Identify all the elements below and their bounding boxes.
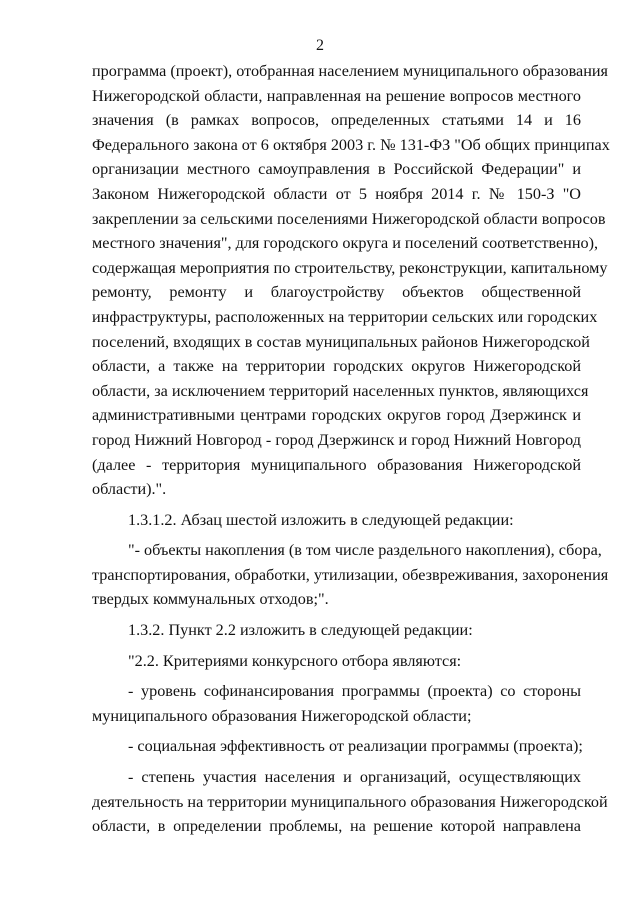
text-line: Нижегородской области, направленная на решение вопросов местного: [92, 86, 581, 105]
text-line: области).".: [92, 480, 167, 499]
text-line: 1.3.1.2. Абзац шестой изложить в следующей редакции:: [128, 510, 514, 529]
paragraph-amendment-1-3-2: [92, 618, 581, 643]
text-line: - уровень софинансирования программы (проекта) со стороны: [128, 682, 581, 701]
text-line: местного значения", для городского округа и поселений соответственно),: [92, 234, 599, 253]
text-line: "2.2. Критериями конкурсного отбора являются:: [128, 651, 462, 670]
text-line: содержащая мероприятия по строительству, реконструкции, капитальному: [92, 258, 608, 277]
text-line: муниципального образования Нижегородской области;: [92, 706, 472, 725]
text-line: программа (проект), отобранная населением муниципального образования: [92, 62, 608, 80]
text-line: Федерального закона от 6 октября 2003 г. № 131-ФЗ "Об общих принципах: [92, 135, 610, 154]
paragraph-waste-objects: [92, 538, 609, 612]
paragraph-criteria-heading: [92, 649, 581, 674]
text-line: организации местного самоуправления в Российской Федерации" и: [92, 160, 581, 179]
text-line: области, в определении проблемы, на решение которой направлена: [92, 817, 581, 836]
text-line: административными центрами городских округов город Дзержинск и: [92, 406, 581, 425]
text-line: закреплении за сельскими поселениями Нижегородской области вопросов: [92, 209, 606, 228]
text-line: 1.3.2. Пункт 2.2 изложить в следующей редакции:: [128, 621, 473, 640]
text-line: деятельность на территории муниципального образования Нижегородской: [92, 792, 608, 811]
text-line: транспортирования, обработки, утилизации, обезвреживания, захоронения: [92, 565, 609, 584]
text-line: поселений, входящих в состав муниципальных районов Нижегородской: [92, 332, 590, 351]
paragraph-amendment-1-3-1-2: [92, 508, 581, 533]
text-line: (далее - территория муниципального образования Нижегородской: [92, 455, 581, 474]
paragraph-criterion-cofinancing: [92, 679, 581, 728]
paragraph-criterion-participation: [92, 765, 608, 839]
text-line: город Нижний Новгород - город Дзержинск и город Нижний Новгород: [92, 430, 581, 449]
text-line: инфраструктуры, расположенных на территории сельских или городских: [92, 307, 598, 326]
text-line: твердых коммунальных отходов;".: [92, 590, 329, 609]
text-line: ремонту, ремонту и благоустройству объектов общественной: [92, 283, 581, 302]
text-line: Законом Нижегородской области от 5 ноября 2014 г. № 150-З "О: [92, 184, 581, 203]
paragraph-criterion-social-efficiency: [92, 734, 581, 759]
text-line: - степень участия населения и организаций, осуществляющих: [128, 768, 581, 787]
text-line: области, а также на территории городских округов Нижегородской: [92, 357, 581, 376]
document-body: [92, 59, 610, 839]
paragraph-definition: [92, 59, 610, 502]
page-number: 2: [316, 37, 324, 54]
text-line: области, за исключением территорий населенных пунктов, являющихся: [92, 381, 589, 400]
text-line: значения (в рамках вопросов, определенных статьями 14 и 16: [92, 111, 581, 130]
text-line: "- объекты накопления (в том числе раздельного накопления), сбора,: [128, 541, 602, 560]
text-line: - социальная эффективность от реализации программы (проекта);: [128, 737, 583, 756]
